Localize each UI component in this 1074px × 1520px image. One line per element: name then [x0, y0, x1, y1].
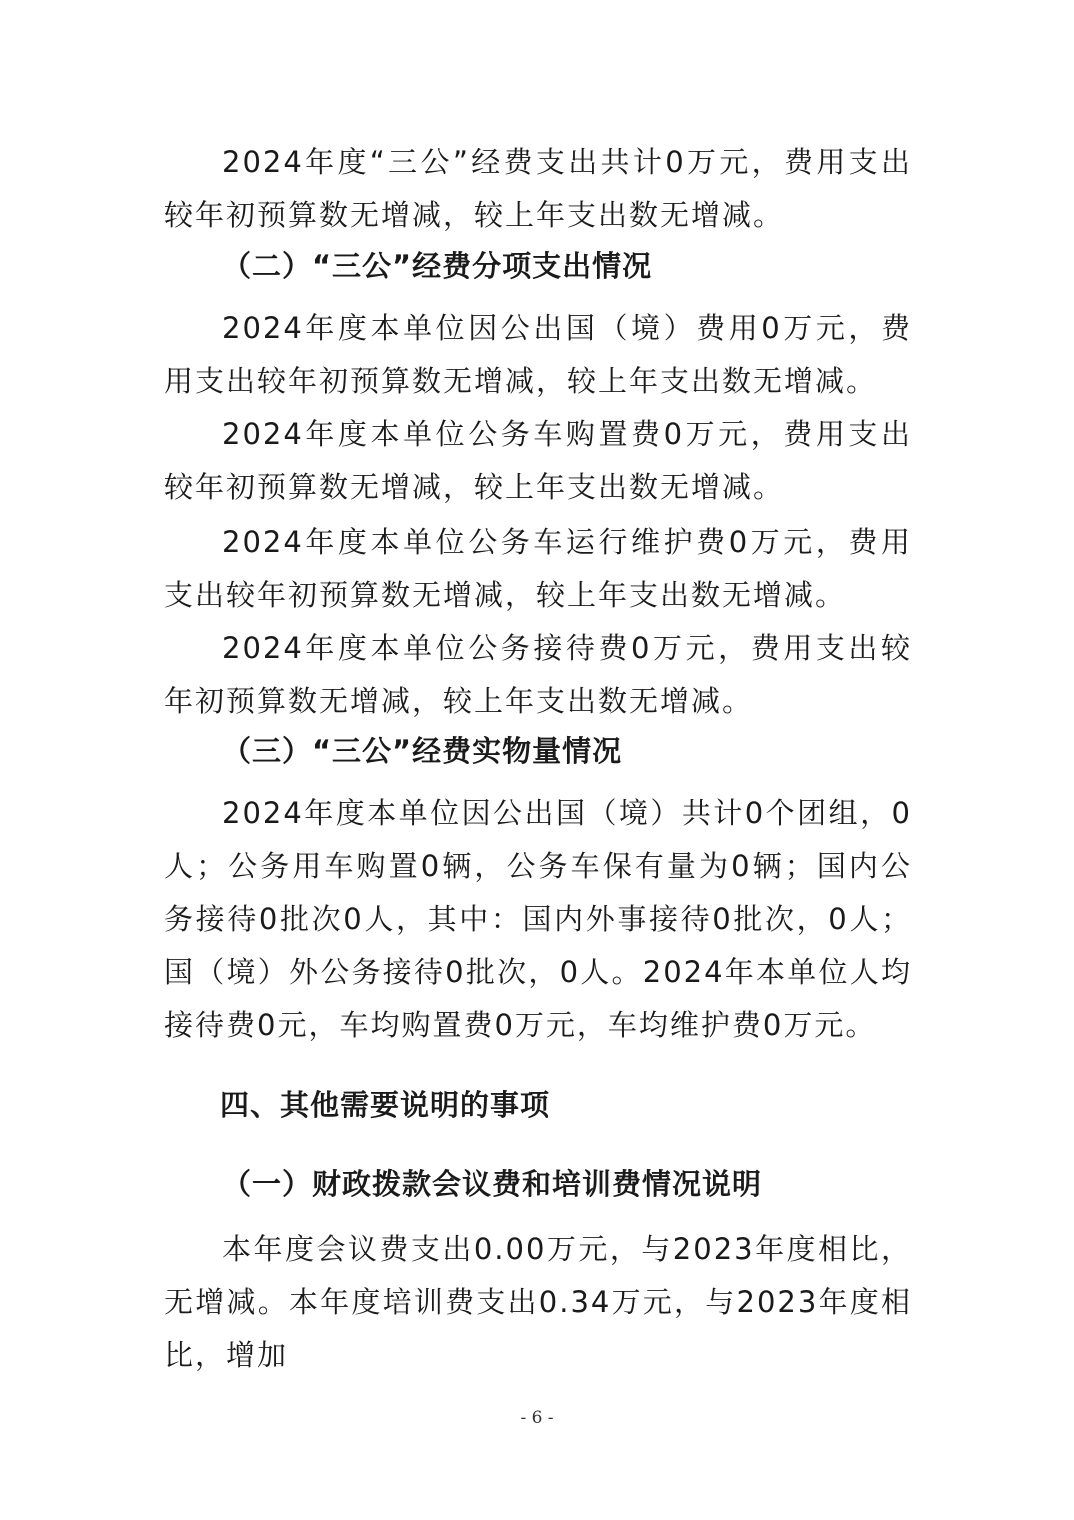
heading-meeting-training: （一）财政拨款会议费和培训费情况说明: [222, 1167, 763, 1201]
heading-itemized-expense: （二）“三公”经费分项支出情况: [222, 249, 653, 283]
paragraph-vehicle-purchase: 2024年度本单位公务车购置费0万元，费用支出较年初预算数无增减，较上年支出数无增减。: [164, 417, 912, 504]
page-number: - 6 -: [520, 1408, 554, 1428]
paragraph-physical-quantity: 2024年度本单位因公出国（境）共计0个团组，0人；公务用车购置0辆，公务车保有量为0辆；国内公务接待0批次0人，其中：国内外事接待0批次，0人；国（境）外公务接待0批次，0人。2024年本单位人均接待费0元，车均购置费0万元，车均维护费0万元。: [164, 796, 912, 1042]
paragraph-total-expense: 2024年度“三公”经费支出共计0万元，费用支出较年初预算数无增减，较上年支出数无增减。: [164, 145, 912, 232]
heading-physical-quantity: （三）“三公”经费实物量情况: [222, 734, 623, 768]
heading-other-matters: 四、其他需要说明的事项: [220, 1088, 551, 1122]
paragraph-meeting-training: 本年度会议费支出0.00万元，与2023年度相比，无增减。本年度培训费支出0.34万元，与2023年度相比，增加: [164, 1232, 912, 1372]
paragraph-overseas-expense: 2024年度本单位因公出国（境）费用0万元，费用支出较年初预算数无增减，较上年支出数无增减。: [164, 311, 912, 398]
paragraph-reception-expense: 2024年度本单位公务接待费0万元，费用支出较年初预算数无增减，较上年支出数无增减。: [164, 631, 912, 718]
paragraph-vehicle-maintenance: 2024年度本单位公务车运行维护费0万元，费用支出较年初预算数无增减，较上年支出数无增减。: [164, 525, 912, 612]
